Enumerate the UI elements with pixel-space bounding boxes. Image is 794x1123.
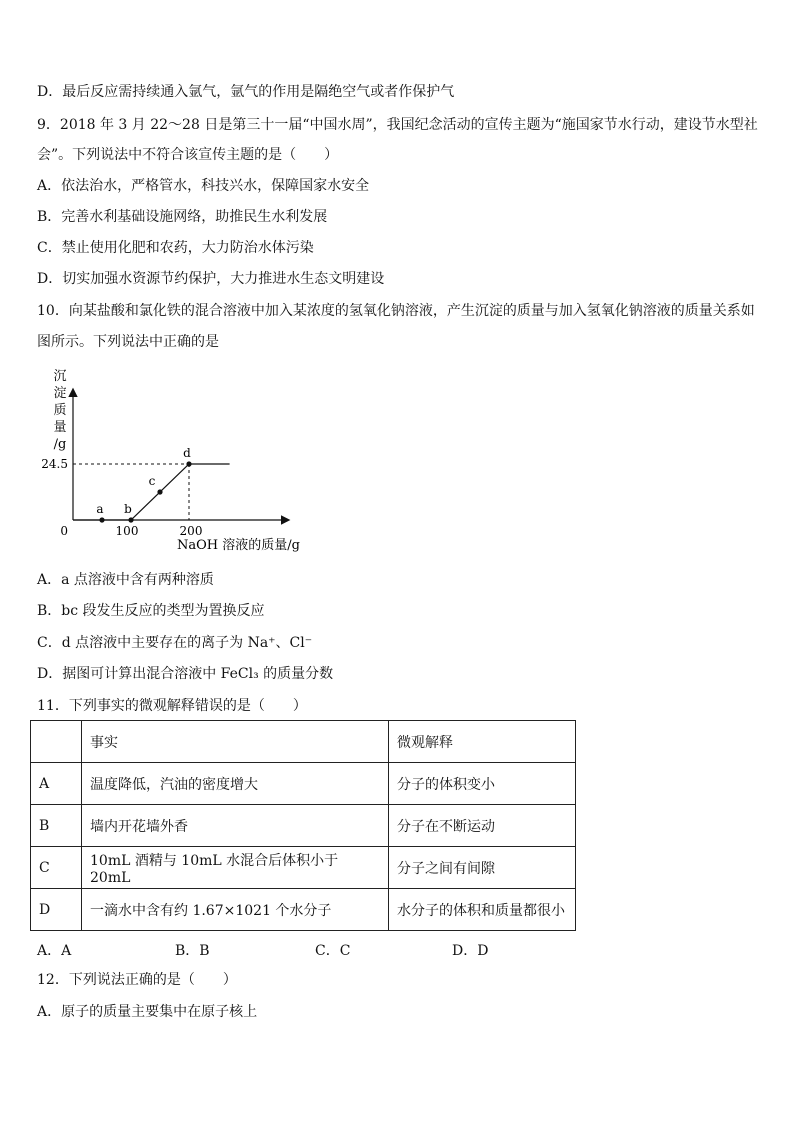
data-point-label: a <box>96 502 104 516</box>
q10-stem-line2: 图所示。下列说法中正确的是 <box>37 334 219 350</box>
origin-label: 0 <box>60 524 68 538</box>
y-tick-label: 24.5 <box>41 457 68 471</box>
x-tick-label: 200 <box>179 524 203 538</box>
table-row <box>31 763 576 805</box>
q12-stem: 12．下列说法正确的是（ ） <box>37 972 237 988</box>
y-axis-label <box>53 369 66 452</box>
table-cell: 墙内开花墙外香 <box>82 805 389 847</box>
q10-option-b: B．bc 段发生反应的类型为置换反应 <box>37 603 265 619</box>
q9-option-c: C．禁止使用化肥和农药，大力防治水体污染 <box>37 240 314 256</box>
data-point-label: d <box>183 446 191 460</box>
table-row <box>31 805 576 847</box>
table-cell: 10mL 酒精与 10mL 水混合后体积小于 20mL <box>82 847 389 889</box>
x-tick-label: 100 <box>115 524 139 538</box>
y-axis-label-char: 量 <box>53 420 67 435</box>
y-axis-label-char: 沉 <box>53 369 67 384</box>
q11-answer-c: C．C <box>315 943 351 959</box>
q9-stem-line1: 9．2018 年 3 月 22～28 日是第三十一届“中国水周”，我国纪念活动的宣传主题为“施国家节水行动，建设节水型社 <box>37 117 758 133</box>
q11-answer-a: A．A <box>37 943 72 959</box>
q9-stem-line2: 会”。下列说法中不符合该宣传主题的是（ ） <box>37 147 339 163</box>
q10-option-c: C．d 点溶液中主要存在的离子为 Na⁺、Cl⁻ <box>37 635 313 651</box>
q9-option-d: D．切实加强水资源节约保护，大力推进水生态文明建设 <box>37 271 385 287</box>
q11-answer-b: B．B <box>175 943 210 959</box>
data-point-b <box>128 517 133 522</box>
table-header-cell: 微观解释 <box>389 721 576 763</box>
table-cell: B <box>31 805 82 847</box>
y-axis-label-char: 淀 <box>53 386 67 401</box>
data-point-label: c <box>148 474 156 488</box>
q11-stem: 11．下列事实的微观解释错误的是（ ） <box>37 698 307 714</box>
q9-option-a: A．依法治水，严格管水，科技兴水，保障国家水安全 <box>37 178 370 194</box>
q12-option-a: A．原子的质量主要集中在原子核上 <box>37 1004 258 1020</box>
table-cell: 分子的体积变小 <box>389 763 576 805</box>
table-header-cell <box>31 721 82 763</box>
facts-table <box>30 720 576 931</box>
q10-stem-line1: 10．向某盐酸和氯化铁的混合溶液中加入某浓度的氢氧化钠溶液，产生沉淀的质量与加入氢氧化钠溶液的质量关系如 <box>37 303 755 319</box>
table-cell: 分子之间有间隙 <box>389 847 576 889</box>
y-axis-label-char: 质 <box>53 403 67 418</box>
table-cell: C <box>31 847 82 889</box>
table-cell: D <box>31 889 82 931</box>
q10-option-d: D．据图可计算出混合溶液中 FeCl₃ 的质量分数 <box>37 666 334 682</box>
data-point-d <box>186 461 191 466</box>
table-cell: A <box>31 763 82 805</box>
q11-answer-d: D．D <box>452 943 489 959</box>
q8-option-d: D．最后反应需持续通入氩气，氩气的作用是隔绝空气或者作保护气 <box>37 84 455 100</box>
y-axis-label-char: /g <box>53 437 67 452</box>
table-cell: 温度降低，汽油的密度增大 <box>82 763 389 805</box>
x-axis-label: NaOH 溶液的质量/g <box>177 538 300 553</box>
table-row <box>31 889 576 931</box>
table-cell: 一滴水中含有约 1.67×1021 个水分子 <box>82 889 389 931</box>
data-point-a <box>99 517 104 522</box>
q10-option-a: A．a 点溶液中含有两种溶质 <box>37 572 214 588</box>
data-point-c <box>157 489 162 494</box>
q9-option-b: B．完善水利基础设施网络，助推民生水利发展 <box>37 209 328 225</box>
data-point-label: b <box>124 502 132 516</box>
precipitate-mass-chart <box>20 360 320 560</box>
table-cell: 水分子的体积和质量都很小 <box>389 889 576 931</box>
table-header-row <box>31 721 576 763</box>
table-row <box>31 847 576 889</box>
table-header-cell: 事实 <box>82 721 389 763</box>
table-cell: 分子在不断运动 <box>389 805 576 847</box>
